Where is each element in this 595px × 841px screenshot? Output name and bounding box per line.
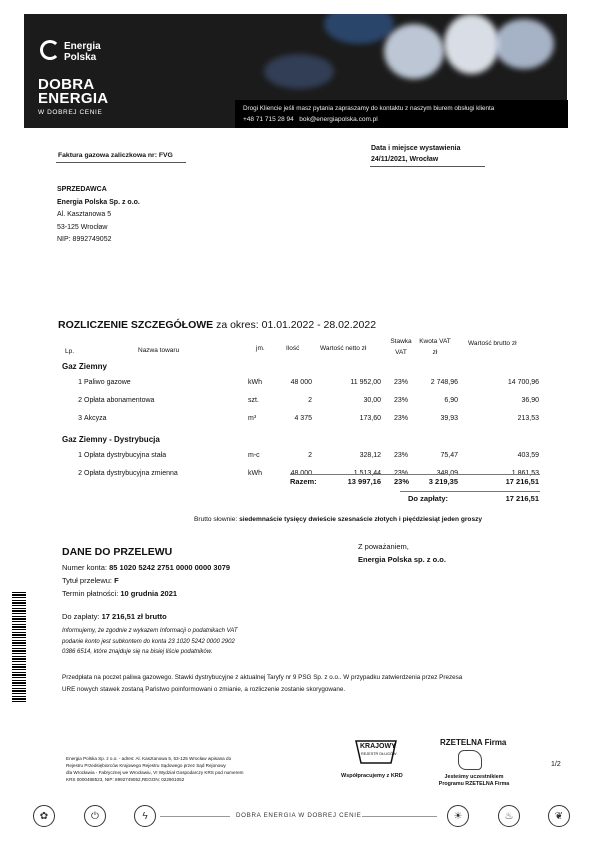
account-number: 85 1020 5242 2751 0000 0000 3079	[109, 563, 231, 572]
cell-vat: 2 748,96	[430, 379, 458, 386]
cell-net: 328,12	[359, 452, 381, 459]
section-title: Gaz Ziemny	[62, 362, 107, 371]
slogan: DOBRA ENERGIA	[38, 76, 109, 107]
bolt-icon: ϟ	[134, 805, 156, 827]
cell-rate: 23%	[394, 415, 409, 422]
cell-lp: 2	[78, 397, 82, 404]
footer-slogan: DOBRA ENERGIA W DOBREJ CENIE	[236, 812, 362, 819]
leaf-icon: ✿	[33, 805, 55, 827]
rzetelna-caption: Jesteśmy uczestnikiem Programu RZETELNA Firma	[438, 774, 510, 787]
seller-street: Al. Kasztanowa 5	[57, 211, 112, 218]
cell-vat: 39,93	[440, 415, 458, 422]
cell-unit: m³	[248, 415, 257, 422]
page-number: 1/2	[551, 761, 561, 768]
cell-gross: 14 700,96	[507, 379, 539, 386]
cell-lp: 1	[78, 379, 82, 386]
seller-city: 53-125 Wrocław	[57, 223, 108, 231]
cell-qty: 48 000	[290, 379, 312, 386]
cell-net: 11 952,00	[350, 379, 381, 386]
table-row	[58, 452, 568, 464]
cell-name: Opłata abonamentowa	[84, 397, 155, 404]
cell-qty: 4 375	[294, 415, 312, 422]
logo-icon	[40, 40, 60, 60]
cell-name: Akcyza	[84, 415, 107, 422]
divider	[362, 816, 437, 817]
table-row	[58, 379, 568, 391]
regards: Z poważaniem, Energia Polska sp. z o.o.	[358, 542, 446, 564]
date-place-value: 24/11/2021, Wrocław	[371, 156, 439, 163]
flame-icon: ♨	[498, 805, 520, 827]
contact-phone: +48 71 715 28 94	[243, 116, 294, 123]
divider	[56, 162, 186, 163]
barcode	[12, 592, 26, 702]
transfer-title: DANE DO PRZELEWU	[62, 546, 173, 558]
cell-vat: 6,90	[444, 397, 458, 404]
section-title: Gaz Ziemny - Dystrybucja	[62, 435, 160, 444]
transfer-pay: Do zapłaty: 17 216,51 zł brutto	[62, 612, 167, 621]
cell-rate: 23%	[394, 379, 409, 386]
table-row	[58, 415, 568, 427]
cell-lp: 2	[78, 470, 82, 477]
cell-name: Opłata dystrybucyjna stała	[84, 452, 167, 459]
transfer-block: Numer konta: 85 1020 5242 2751 0000 0000 3079 Tytuł przelewu: F Termin płatności: 10 grudnia 2021	[62, 563, 231, 598]
legal-info: Energia Polska Sp. z o.o. - adres: Al. Kasztanowa 5, 53-125 Wrocław wpisana do Rejestru Przedsiębiorców Krajowego Rejestru Sądowego przez Sąd Rejonowy dla Wrocławia - Fabrycznej we Wrocławiu, VI Wydział Gospodarczy KRS pod numerem KRS 0000488523, NIP: 8992749052,REGON: 022901052	[66, 756, 244, 782]
contact-phone-email	[243, 116, 378, 123]
cell-unit: szt.	[248, 397, 259, 404]
totals-row: Razem: 13 997,16 23% 3 219,35 17 216,51	[290, 477, 539, 486]
cell-lp: 1	[78, 452, 82, 459]
cell-qty: 2	[308, 397, 312, 404]
cell-qty: 2	[308, 452, 312, 459]
brand-name: Energia Polska	[64, 41, 101, 63]
divider	[160, 816, 230, 817]
invoice-number: Faktura gazowa zaliczkowa nr: FVG	[58, 152, 173, 159]
cell-lp: 3	[78, 415, 82, 422]
divider	[290, 474, 540, 475]
krd-logo: KRAJOWY REJESTR DŁUGÓW	[353, 738, 399, 766]
contact-email[interactable]: bok@energiapolska.com.pl	[299, 116, 378, 123]
cell-gross: 36,90	[521, 397, 539, 404]
divider	[370, 166, 485, 167]
seller-name: Energia Polska Sp. z o.o.	[57, 198, 140, 206]
poland-map-icon	[458, 750, 482, 770]
table-row	[58, 397, 568, 409]
cell-vat: 75,47	[440, 452, 458, 459]
cell-net: 173,60	[359, 415, 381, 422]
to-pay-row: Do zapłaty: 17 216,51	[408, 494, 539, 503]
plug-icon: ⏻	[84, 805, 106, 827]
vat-info: Informujemy, że zgodnie z wykazem Informacji o podatnikach VAT podanie konto jest subkontem do konta 23 1020 5242 0000 2902 0386 6514, które znajduje się na bisiej liście podatników.	[62, 628, 238, 655]
date-place-label: Data i miejsce wystawienia	[371, 145, 461, 152]
seller-block	[57, 184, 140, 247]
cell-rate: 23%	[394, 452, 409, 459]
cell-gross: 213,53	[517, 415, 539, 422]
krd-caption: Współpracujemy z KRD	[341, 773, 403, 779]
cell-unit: m-c	[248, 452, 260, 459]
slogan-sub: W DOBREJ CENIE	[38, 109, 103, 116]
cell-gross: 403,59	[517, 452, 539, 459]
settlement-title: ROZLICZENIE SZCZEGÓŁOWE za okres: 01.01.2022 - 28.02.2022	[58, 319, 377, 331]
cell-unit: kWh	[248, 379, 262, 386]
amount-in-words: Brutto słownie: siedemnaście tysięcy dwieście szesnaście złotych i pięćdziesiąt jeden groszy	[194, 516, 483, 523]
divider	[400, 491, 540, 492]
notice: Przedpłata na poczet paliwa gazowego. Stawki dystrybucyjne z aktualnej Taryfy nr 9 PSG Sp. z o.o.. W przypadku zatwierdzenia przez Prezesa URE nowych stawek zostaną Państwo poinformowani o zmianie, a rozliczenie zostanie skorygowane.	[62, 674, 463, 693]
seller-label: SPRZEDAWCA	[57, 186, 107, 193]
contact-info: Drogi Kliencie jeśli masz pytania zapraszamy do kontaktu z naszym biurem obsługi klienta	[243, 105, 495, 112]
plant-icon: ❦	[548, 805, 570, 827]
cell-name: Opłata dystrybucyjna zmienna	[84, 470, 178, 477]
cell-net: 30,00	[363, 397, 381, 404]
cell-unit: kWh	[248, 470, 262, 477]
seller-nip: NIP: 8992749052	[57, 236, 112, 243]
cell-name: Paliwo gazowe	[84, 379, 131, 386]
lightbulb-icon: ☀	[447, 805, 469, 827]
rzetelna-logo: RZETELNA Firma	[440, 738, 507, 747]
table-header: Lp. Nazwa towaru jm. Ilość Wartość netto zł Stawka VAT Kwota VAT zł Wartość brutto zł	[65, 338, 517, 356]
cell-rate: 23%	[394, 397, 409, 404]
